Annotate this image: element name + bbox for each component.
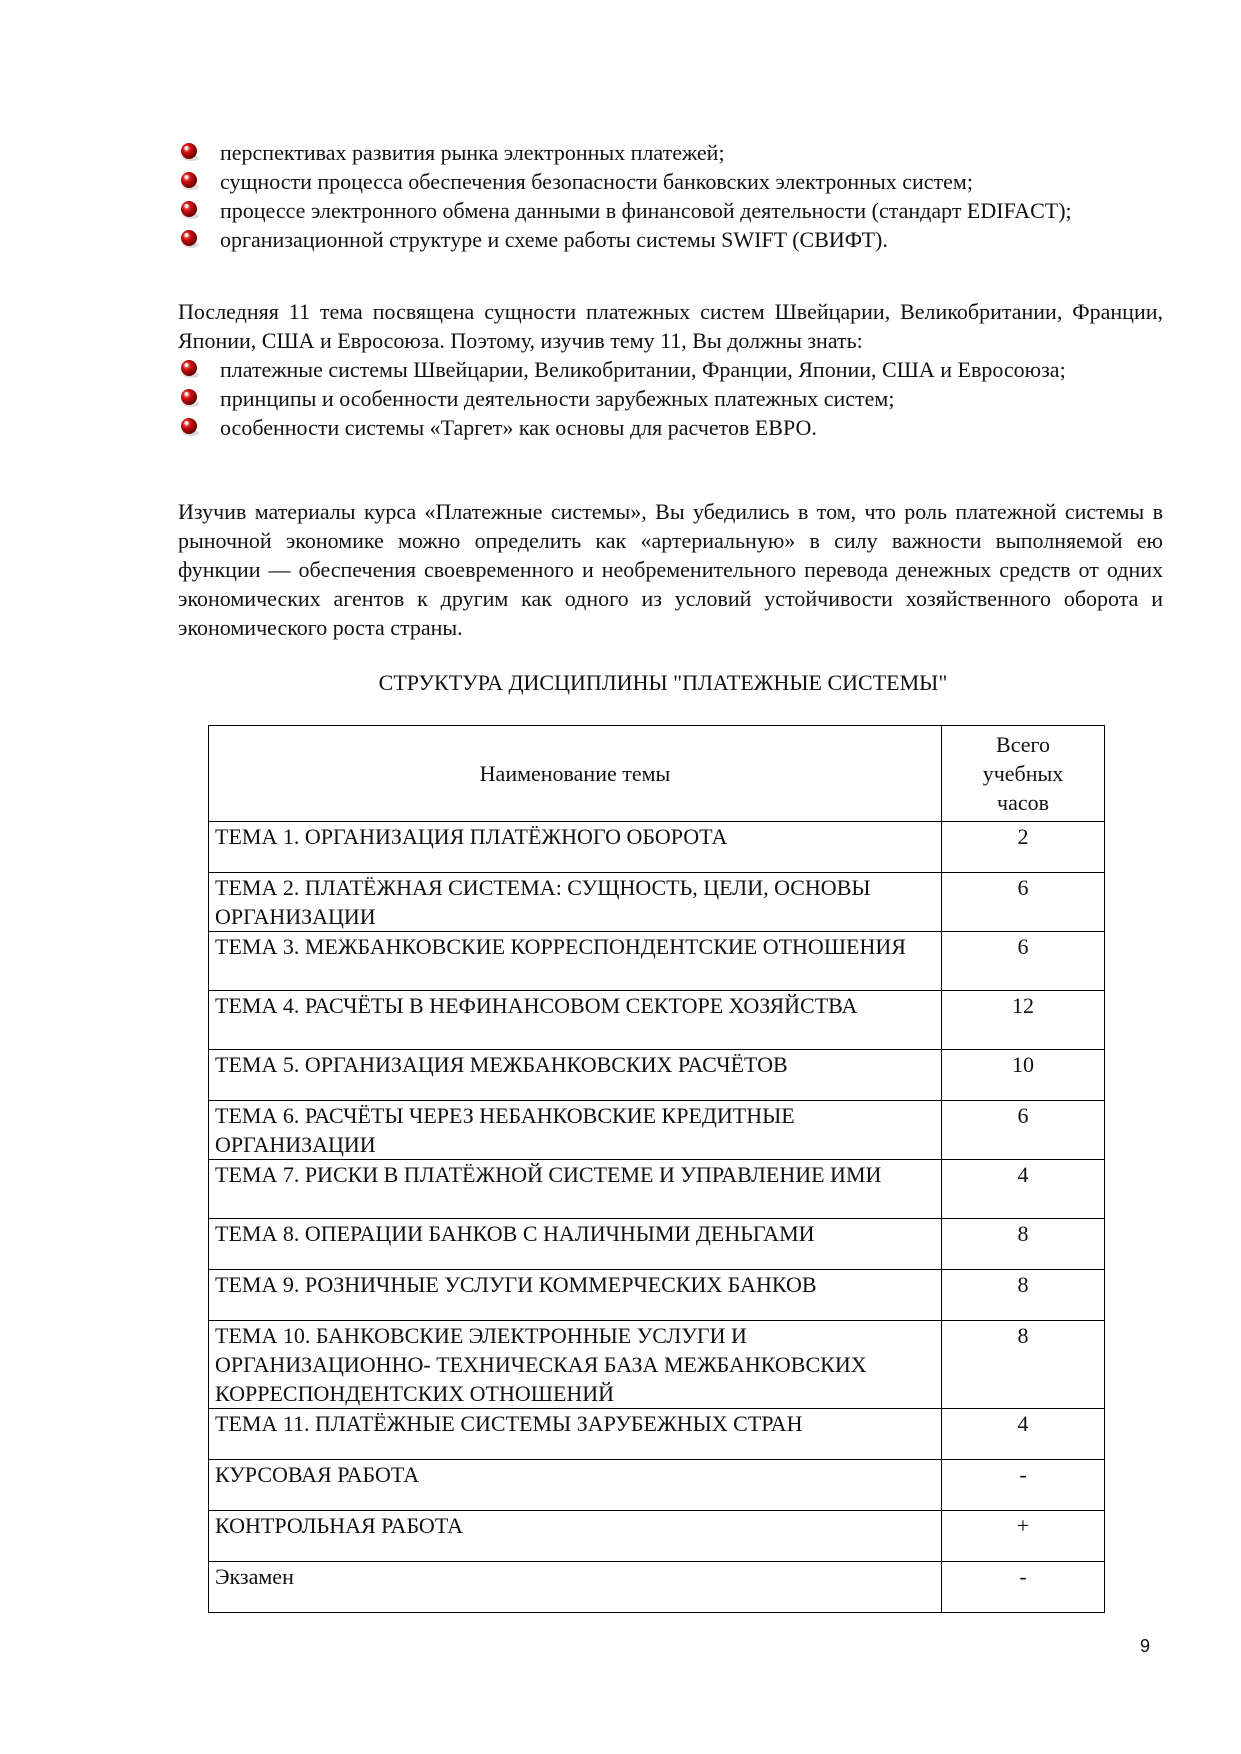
table-row: [209, 1160, 1105, 1219]
topic11-paragraph: Последняя 11 тема посвящена сущности платежных систем Швейцарии, Великобритании, Франции, Японии, США и Евросоюза. Поэтому, изучив тему 11, Вы должны знать:: [178, 299, 1163, 353]
discipline-structure-table: [208, 725, 1105, 1613]
list-item: принципы и особенности деятельности зарубежных платежных систем;: [178, 384, 1163, 413]
hours-cell: 8: [942, 1270, 1105, 1321]
hours-cell: 10: [942, 1050, 1105, 1101]
table-row: [209, 1562, 1105, 1613]
table-row: [209, 1321, 1105, 1409]
red-sphere-bullet-icon: [179, 141, 201, 163]
list-item: особенности системы «Таргет» как основы для расчетов ЕВРО.: [178, 413, 1163, 442]
table-row: [209, 1409, 1105, 1460]
hours-cell: 6: [942, 873, 1105, 932]
table-row: [209, 991, 1105, 1050]
topic-cell: КУРСОВАЯ РАБОТА: [209, 1460, 942, 1511]
table-row: [209, 1219, 1105, 1270]
hours-cell: 6: [942, 1101, 1105, 1160]
red-sphere-bullet-icon: [179, 228, 201, 250]
table-row: [209, 873, 1105, 932]
red-sphere-bullet-icon: [179, 170, 201, 192]
list-item: сущности процесса обеспечения безопасности банковских электронных систем;: [178, 167, 1163, 196]
topic-cell: ТЕМА 5. ОРГАНИЗАЦИЯ МЕЖБАНКОВСКИХ РАСЧЁТОВ: [209, 1050, 942, 1101]
list-item: платежные системы Швейцарии, Великобритании, Франции, Японии, США и Евросоюза;: [178, 355, 1163, 384]
table-row: [209, 1050, 1105, 1101]
hours-column-header: Всего учебных часов: [942, 726, 1105, 822]
hours-cell: 8: [942, 1219, 1105, 1270]
table-row: [209, 932, 1105, 991]
topic-cell: ТЕМА 6. РАСЧЁТЫ ЧЕРЕЗ НЕБАНКОВСКИЕ КРЕДИТНЫЕ ОРГАНИЗАЦИИ: [209, 1101, 942, 1160]
red-sphere-bullet-icon: [179, 199, 201, 221]
topic-cell: КОНТРОЛЬНАЯ РАБОТА: [209, 1511, 942, 1562]
topic-cell: ТЕМА 9. РОЗНИЧНЫЕ УСЛУГИ КОММЕРЧЕСКИХ БАНКОВ: [209, 1270, 942, 1321]
hours-cell: 2: [942, 822, 1105, 873]
list-item: процессе электронного обмена данными в финансовой деятельности (стандарт EDIFACT);: [178, 196, 1163, 225]
hours-cell: 4: [942, 1409, 1105, 1460]
table-row: [209, 1511, 1105, 1562]
topic-cell: ТЕМА 10. БАНКОВСКИЕ ЭЛЕКТРОННЫЕ УСЛУГИ И ОРГАНИЗАЦИОННО- ТЕХНИЧЕСКАЯ БАЗА МЕЖБАНКОВСКИХ КОРРЕСПОНДЕНТСКИХ ОТНОШЕНИЙ: [209, 1321, 942, 1409]
topic-cell: ТЕМА 8. ОПЕРАЦИИ БАНКОВ С НАЛИЧНЫМИ ДЕНЬГАМИ: [209, 1219, 942, 1270]
table-row: [209, 1270, 1105, 1321]
topic-cell: ТЕМА 11. ПЛАТЁЖНЫЕ СИСТЕМЫ ЗАРУБЕЖНЫХ СТРАН: [209, 1409, 942, 1460]
topic-cell: ТЕМА 4. РАСЧЁТЫ В НЕФИНАНСОВОМ СЕКТОРЕ ХОЗЯЙСТВА: [209, 991, 942, 1050]
red-sphere-bullet-icon: [179, 416, 201, 438]
page-number: 9: [1140, 1636, 1151, 1656]
red-sphere-bullet-icon: [179, 387, 201, 409]
topic-column-header: Наименование темы: [209, 726, 942, 822]
hours-cell: 12: [942, 991, 1105, 1050]
hours-cell: 6: [942, 932, 1105, 991]
topic11-bullet-list: [178, 355, 1163, 442]
list-item: организационной структуре и схеме работы системы SWIFT (СВИФТ).: [178, 225, 1163, 254]
topic-cell: ТЕМА 2. ПЛАТЁЖНАЯ СИСТЕМА: СУЩНОСТЬ, ЦЕЛИ, ОСНОВЫ ОРГАНИЗАЦИИ: [209, 873, 942, 932]
hours-cell: +: [942, 1511, 1105, 1562]
table-row: [209, 1460, 1105, 1511]
hours-cell: -: [942, 1460, 1105, 1511]
topic-cell: ТЕМА 7. РИСКИ В ПЛАТЁЖНОЙ СИСТЕМЕ И УПРАВЛЕНИЕ ИМИ: [209, 1160, 942, 1219]
topic-cell: ТЕМА 1. ОРГАНИЗАЦИЯ ПЛАТЁЖНОГО ОБОРОТА: [209, 822, 942, 873]
list-item: перспективах развития рынка электронных платежей;: [178, 138, 1163, 167]
hours-cell: -: [942, 1562, 1105, 1613]
red-sphere-bullet-icon: [179, 358, 201, 380]
hours-cell: 4: [942, 1160, 1105, 1219]
topic-cell: Экзамен: [209, 1562, 942, 1613]
table-row: [209, 1101, 1105, 1160]
section-heading: СТРУКТУРА ДИСЦИПЛИНЫ "ПЛАТЕЖНЫЕ СИСТЕМЫ": [378, 670, 948, 695]
conclusion-paragraph: Изучив материалы курса «Платежные системы», Вы убедились в том, что роль платежной системы в рыночной экономике можно определить как «артериальную» в силу важности выполняемой ею функции — обеспечения своевременного и необременительного перевода денежных средств от одних экономических агентов к другим как одного из условий устойчивости хозяйственного оборота и экономического роста страны.: [178, 499, 1163, 640]
hours-cell: 8: [942, 1321, 1105, 1409]
topic-cell: ТЕМА 3. МЕЖБАНКОВСКИЕ КОРРЕСПОНДЕНТСКИЕ ОТНОШЕНИЯ: [209, 932, 942, 991]
intro-bullet-list: [178, 138, 1163, 254]
table-row: [209, 822, 1105, 873]
table-header-row: [209, 726, 1105, 822]
